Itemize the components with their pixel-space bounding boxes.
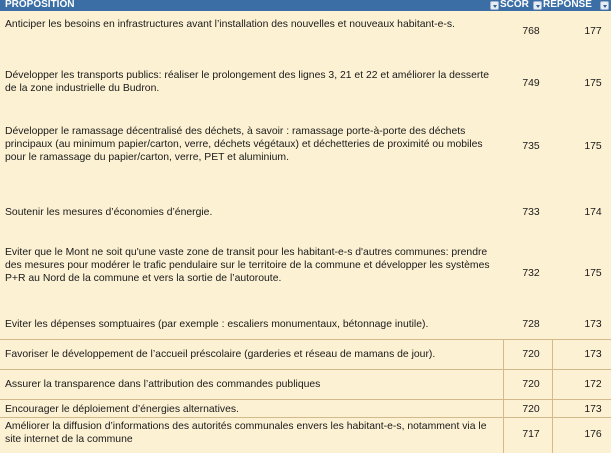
reponses-cell: 173	[584, 349, 602, 360]
proposition-cell: Soutenir les mesures d’économies d’énergie.	[5, 207, 213, 218]
reponses-cell: 172	[584, 379, 602, 390]
score-cell: 733	[522, 207, 540, 218]
reponses-cell: 175	[584, 268, 602, 279]
proposition-cell: Encourager le déploiement d’énergies alternatives.	[5, 404, 239, 415]
table-row[interactable]	[0, 118, 611, 198]
table-row[interactable]	[0, 198, 611, 238]
proposition-cell: Développer les transports publics: réaliser le prolongement des lignes 3, 21 et 22 et améliorer la desserte de la zone industrielle du Budron.	[5, 70, 490, 94]
column-divider	[552, 340, 553, 453]
reponses-cell: 174	[584, 207, 602, 218]
reponses-cell: 176	[584, 429, 602, 440]
proposition-cell: Eviter les dépenses somptuaires (par exemple : escaliers monumentaux, bétonnage inutile).	[5, 319, 429, 330]
reponses-cell: 175	[584, 141, 602, 152]
table-row[interactable]	[0, 12, 611, 60]
column-header-proposition[interactable]: PROPOSITION	[5, 0, 75, 10]
score-cell: 749	[522, 78, 540, 89]
score-cell: 768	[522, 26, 540, 37]
column-header-score[interactable]: SCOR	[500, 0, 529, 10]
reponses-cell: 173	[584, 404, 602, 415]
proposition-cell: Assurer la transparence dans l’attribution des commandes publiques	[5, 379, 321, 390]
filter-dropdown-icon[interactable]	[533, 1, 542, 10]
table-header	[0, 0, 611, 11]
table-row[interactable]	[0, 314, 611, 340]
filter-dropdown-icon[interactable]	[600, 1, 609, 10]
proposition-cell: Favoriser le développement de l’accueil préscolaire (garderies et réseau de mamans de jour).	[5, 349, 436, 360]
score-cell: 720	[522, 379, 540, 390]
score-cell: 720	[522, 404, 540, 415]
filter-dropdown-icon[interactable]	[490, 1, 499, 10]
table-row[interactable]	[0, 370, 611, 400]
table-row[interactable]	[0, 418, 611, 453]
table-row[interactable]	[0, 238, 611, 314]
proposition-cell: Améliorer la diffusion d’informations des autorités communales envers les habitant-e-s, notamment via le site internet de la commune	[5, 421, 487, 445]
score-cell: 732	[522, 268, 540, 279]
score-cell: 735	[522, 141, 540, 152]
score-cell: 728	[522, 319, 540, 330]
reponses-cell: 173	[584, 319, 602, 330]
proposition-cell: Anticiper les besoins en infrastructures avant l’installation des nouvelles et nouveaux habitant-e-s.	[5, 19, 455, 30]
proposition-cell: Développer le ramassage décentralisé des déchets, à savoir : ramassage porte-à-porte des déchets principaux (au minimum papier/carton, verre, déchets végétaux) et déchetteries de proximité ou mobiles pour le ramassage du papier/carton, verre, PET et aluminium.	[5, 126, 483, 163]
reponses-cell: 175	[584, 78, 602, 89]
table-row[interactable]	[0, 400, 611, 418]
column-divider	[503, 340, 504, 453]
score-cell: 717	[522, 429, 540, 440]
table-row[interactable]	[0, 60, 611, 118]
proposition-cell: Eviter que le Mont ne soit qu'une vaste zone de transit pour les habitant-e-s d'autres communes: prendre des mesures pour modérer le trafic pendulaire sur le territoire de la commune et développer les systèmes P+R au Nord de la commune et vers la sortie de l’autoroute.	[5, 247, 490, 284]
column-header-reponses[interactable]: RÉPONSE	[543, 0, 592, 10]
score-cell: 720	[522, 349, 540, 360]
reponses-cell: 177	[584, 26, 602, 37]
table-row[interactable]	[0, 340, 611, 370]
